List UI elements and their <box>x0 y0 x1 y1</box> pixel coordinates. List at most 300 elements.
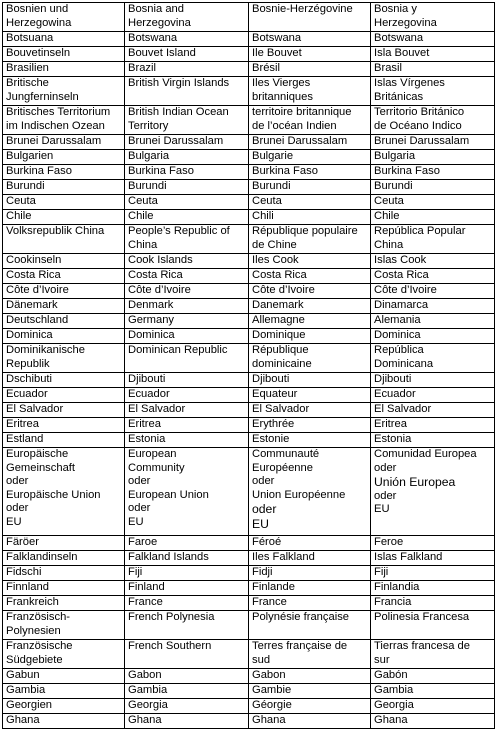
cell-text-line: El Salvador <box>6 403 64 415</box>
cell-english <box>125 47 249 62</box>
table-row <box>3 611 495 640</box>
cell-spanish <box>371 388 495 403</box>
cell-text-line: oder <box>374 461 397 474</box>
cell-text-line: EU <box>128 515 144 528</box>
cell-text-line: oder <box>128 502 151 514</box>
cell-german <box>3 611 125 640</box>
cell-text-line: Territory <box>128 119 169 132</box>
cell-text-line: Bosnia y <box>374 3 417 15</box>
cell-text-line: French Polynesia <box>128 611 215 623</box>
cell-text-line: Ghana <box>128 714 162 726</box>
cell-text-line: Côte d’Ivoire <box>128 284 191 296</box>
table-row <box>3 32 495 47</box>
cell-text-line: Côte d’Ivoire <box>374 284 437 296</box>
cell-text-line: China <box>128 238 158 251</box>
cell-german <box>3 373 125 388</box>
cell-german <box>3 225 125 254</box>
cell-spanish <box>371 284 495 299</box>
cell-text-line: de Océano Indico <box>374 119 462 132</box>
cell-french <box>249 596 371 611</box>
table-row <box>3 596 495 611</box>
cell-spanish <box>371 62 495 77</box>
cell-text-line: de l’océan Indien <box>252 119 337 132</box>
cell-text-line: Alemania <box>374 314 421 326</box>
cell-text-line: Herzegovina <box>128 16 191 29</box>
cell-english <box>125 284 249 299</box>
cell-french <box>249 714 371 729</box>
cell-english <box>125 611 249 640</box>
cell-english <box>125 210 249 225</box>
cell-text-line: Georgien <box>6 699 53 711</box>
cell-spanish <box>371 314 495 329</box>
cell-text-line: Ghana <box>6 714 40 726</box>
cell-text-line: oder <box>6 475 29 487</box>
cell-text-line: Dominican Republic <box>128 344 228 356</box>
cell-german <box>3 418 125 433</box>
cell-french <box>249 418 371 433</box>
cell-german <box>3 254 125 269</box>
cell-text-line: China <box>374 238 404 251</box>
cell-english <box>125 62 249 77</box>
cell-english <box>125 269 249 284</box>
cell-french <box>249 448 371 536</box>
cell-text-line: Polynesien <box>6 624 61 637</box>
cell-spanish <box>371 551 495 566</box>
cell-text-line: People’s Republic of <box>128 225 230 237</box>
cell-text-line: Ile Bouvet <box>252 47 302 59</box>
cell-french <box>249 611 371 640</box>
cell-german <box>3 684 125 699</box>
cell-english <box>125 180 249 195</box>
cell-text-line: Eritrea <box>374 418 407 430</box>
cell-text-line: Brazil <box>128 62 156 74</box>
cell-text-line: Británicas <box>374 90 424 103</box>
table-row <box>3 373 495 388</box>
cell-french <box>249 344 371 373</box>
cell-text-line: Gabón <box>374 669 408 681</box>
table-row <box>3 566 495 581</box>
cell-text-line: Estonia <box>374 433 412 445</box>
table-row <box>3 165 495 180</box>
table-row <box>3 448 495 536</box>
cell-spanish <box>371 566 495 581</box>
table-row <box>3 47 495 62</box>
cell-german <box>3 344 125 373</box>
cell-english <box>125 135 249 150</box>
cell-french <box>249 684 371 699</box>
cell-text-line: Costa Rica <box>128 269 183 281</box>
cell-text-line: Estonie <box>252 433 290 445</box>
cell-french <box>249 388 371 403</box>
cell-text-line: Territorio Británico <box>374 106 465 118</box>
table-row <box>3 3 495 32</box>
cell-text-line: Burkina Faso <box>374 165 440 177</box>
cell-english <box>125 551 249 566</box>
cell-text-line: sur <box>374 653 390 666</box>
cell-text-line: Dinamarca <box>374 299 429 311</box>
cell-english <box>125 699 249 714</box>
cell-text-line: sud <box>252 653 271 666</box>
cell-text-line: French Southern <box>128 640 212 652</box>
cell-text-line: Britisches Territorium <box>6 106 111 118</box>
cell-text-line: EU <box>6 515 22 528</box>
cell-english <box>125 329 249 344</box>
cell-text-line: Féroé <box>252 536 282 548</box>
cell-text-line: Dominique <box>252 329 306 341</box>
cell-spanish <box>371 611 495 640</box>
cell-text-line: Côte d’Ivoire <box>252 284 315 296</box>
cell-spanish <box>371 344 495 373</box>
cell-text-line: Finlandia <box>374 581 420 593</box>
table-row <box>3 299 495 314</box>
cell-text-line: EU <box>252 516 269 531</box>
table-row <box>3 62 495 77</box>
cell-spanish <box>371 254 495 269</box>
cell-text-line: Chili <box>252 210 274 222</box>
cell-text-line: Dominikanische <box>6 344 85 356</box>
cell-french <box>249 150 371 165</box>
cell-text-line: Cook Islands <box>128 254 193 266</box>
cell-text-line: Falkland Islands <box>128 551 209 563</box>
cell-text-line: Bosnie-Herzégovine <box>252 3 353 15</box>
cell-text-line: Ghana <box>252 714 286 726</box>
cell-text-line: Bulgarien <box>6 150 54 162</box>
cell-text-line: Gambia <box>374 684 414 696</box>
table-row <box>3 254 495 269</box>
cell-english <box>125 448 249 536</box>
cell-spanish <box>371 32 495 47</box>
cell-text-line: Union Européenne <box>252 488 346 501</box>
table-row <box>3 388 495 403</box>
cell-text-line: Brunei Darussalam <box>128 135 224 147</box>
table-row <box>3 344 495 373</box>
cell-text-line: Ceuta <box>6 195 36 207</box>
cell-text-line: Fiji <box>374 566 389 578</box>
cell-text-line: El Salvador <box>252 403 310 415</box>
cell-french <box>249 106 371 135</box>
cell-text-line: Dänemark <box>6 299 58 311</box>
cell-text-line: Burkina Faso <box>252 165 318 177</box>
table-row <box>3 714 495 729</box>
cell-english <box>125 433 249 448</box>
cell-text-line: Costa Rica <box>374 269 429 281</box>
cell-text-line: El Salvador <box>374 403 432 415</box>
cell-text-line: Finnland <box>6 581 49 593</box>
cell-text-line: Géorgie <box>252 699 292 711</box>
cell-text-line: European Union <box>128 488 209 501</box>
table-row <box>3 329 495 344</box>
cell-english <box>125 640 249 669</box>
cell-french <box>249 403 371 418</box>
cell-french <box>249 581 371 596</box>
cell-english <box>125 150 249 165</box>
cell-text-line: British Virgin Islands <box>128 77 230 89</box>
table-row <box>3 669 495 684</box>
cell-german <box>3 195 125 210</box>
cell-spanish <box>371 3 495 32</box>
table-row <box>3 210 495 225</box>
cell-english <box>125 388 249 403</box>
cell-text-line: Eritrea <box>128 418 161 430</box>
cell-spanish <box>371 418 495 433</box>
cell-text-line: Südgebiete <box>6 653 63 666</box>
cell-french <box>249 135 371 150</box>
cell-german <box>3 388 125 403</box>
cell-french <box>249 225 371 254</box>
cell-spanish <box>371 135 495 150</box>
cell-text-line: Fidji <box>252 566 273 578</box>
cell-german <box>3 596 125 611</box>
cell-text-line: Feroe <box>374 536 404 548</box>
cell-english <box>125 165 249 180</box>
table-row <box>3 551 495 566</box>
table-row <box>3 269 495 284</box>
table-row <box>3 536 495 551</box>
cell-text-line: Burkina Faso <box>6 165 72 177</box>
cell-text-line: Faroe <box>128 536 158 548</box>
cell-spanish <box>371 165 495 180</box>
cell-text-line: Burundi <box>128 180 167 192</box>
cell-french <box>249 699 371 714</box>
table-body <box>3 3 495 729</box>
country-name-table <box>2 2 495 729</box>
cell-text-line: Georgia <box>128 699 168 711</box>
cell-german <box>3 77 125 106</box>
cell-german <box>3 299 125 314</box>
table-row <box>3 135 495 150</box>
cell-text-line: oder <box>6 502 29 514</box>
cell-text-line: Communauté <box>252 448 320 460</box>
cell-text-line: Brunei Darussalam <box>374 135 470 147</box>
cell-german <box>3 32 125 47</box>
cell-text-line: Gabun <box>6 669 40 681</box>
cell-text-line: Dominica <box>128 329 175 341</box>
cell-text-line: Färöer <box>6 536 39 548</box>
cell-text-line: Herzegovina <box>374 16 437 29</box>
cell-spanish <box>371 433 495 448</box>
cell-french <box>249 195 371 210</box>
cell-text-line: Chile <box>6 210 32 222</box>
cell-text-line: Ecuador <box>128 388 170 400</box>
cell-english <box>125 418 249 433</box>
cell-spanish <box>371 299 495 314</box>
cell-text-line: Europäische Union <box>6 488 101 501</box>
cell-german <box>3 714 125 729</box>
cell-text-line: British Indian Ocean <box>128 106 229 118</box>
cell-spanish <box>371 596 495 611</box>
cell-text-line: Ghana <box>374 714 408 726</box>
table-row <box>3 180 495 195</box>
cell-text-line: Comunidad Europea <box>374 448 477 460</box>
table-row <box>3 581 495 596</box>
cell-text-line: Dschibuti <box>6 373 53 385</box>
cell-text-line: Polynésie française <box>252 611 350 623</box>
cell-french <box>249 640 371 669</box>
cell-text-line: Herzegowina <box>6 16 72 29</box>
cell-text-line: Finland <box>128 581 165 593</box>
cell-text-line: Bouvetinseln <box>6 47 71 59</box>
cell-german <box>3 210 125 225</box>
cell-german <box>3 433 125 448</box>
cell-english <box>125 581 249 596</box>
cell-french <box>249 373 371 388</box>
cell-text-line: Allemagne <box>252 314 305 326</box>
cell-french <box>249 269 371 284</box>
cell-french <box>249 32 371 47</box>
cell-text-line: France <box>252 596 287 608</box>
cell-text-line: Falklandinseln <box>6 551 78 563</box>
cell-text-line: Ceuta <box>374 195 404 207</box>
cell-english <box>125 684 249 699</box>
cell-text-line: Germany <box>128 314 175 326</box>
cell-text-line: Iles Vierges <box>252 77 311 89</box>
table-row <box>3 106 495 135</box>
cell-french <box>249 180 371 195</box>
cell-text-line: Djibouti <box>374 373 412 385</box>
cell-spanish <box>371 47 495 62</box>
cell-text-line: Bosnien und <box>6 3 69 15</box>
cell-german <box>3 62 125 77</box>
cell-spanish <box>371 714 495 729</box>
cell-english <box>125 106 249 135</box>
cell-text-line: territoire britannique <box>252 106 352 118</box>
cell-english <box>125 536 249 551</box>
cell-german <box>3 699 125 714</box>
cell-french <box>249 62 371 77</box>
cell-text-line: de Chine <box>252 238 297 251</box>
cell-text-line: Georgia <box>374 699 414 711</box>
cell-spanish <box>371 77 495 106</box>
cell-text-line: Côte d’Ivoire <box>6 284 69 296</box>
cell-text-line: Gambia <box>128 684 168 696</box>
cell-english <box>125 566 249 581</box>
table-row <box>3 418 495 433</box>
cell-english <box>125 254 249 269</box>
cell-text-line: República Popular <box>374 225 466 237</box>
cell-french <box>249 299 371 314</box>
cell-text-line: Gabon <box>252 669 286 681</box>
cell-french <box>249 551 371 566</box>
table-row <box>3 314 495 329</box>
cell-text-line: Estonia <box>128 433 166 445</box>
cell-spanish <box>371 403 495 418</box>
cell-text-line: République populaire <box>252 225 358 237</box>
cell-spanish <box>371 448 495 536</box>
cell-text-line: Europäische <box>6 448 69 460</box>
cell-french <box>249 254 371 269</box>
cell-spanish <box>371 210 495 225</box>
cell-german <box>3 284 125 299</box>
cell-text-line: britanniques <box>252 90 313 103</box>
cell-text-line: Brunei Darussalam <box>6 135 102 147</box>
cell-spanish <box>371 581 495 596</box>
cell-text-line: Burundi <box>374 180 413 192</box>
cell-english <box>125 3 249 32</box>
cell-text-line: Französische <box>6 640 73 652</box>
cell-english <box>125 714 249 729</box>
cell-text-line: Eritrea <box>6 418 39 430</box>
cell-french <box>249 165 371 180</box>
cell-english <box>125 195 249 210</box>
cell-text-line: oder <box>252 502 277 516</box>
cell-english <box>125 32 249 47</box>
cell-text-line: oder <box>128 475 151 487</box>
cell-text-line: Botswana <box>374 32 424 44</box>
cell-text-line: Britische <box>6 77 49 89</box>
cell-german <box>3 150 125 165</box>
cell-text-line: Terres française de <box>252 640 348 652</box>
cell-text-line: Botsuana <box>6 32 54 44</box>
cell-text-line: Republik <box>6 357 50 370</box>
cell-text-line: Francia <box>374 596 412 608</box>
cell-text-line: Polinesia Francesa <box>374 611 470 623</box>
table-row <box>3 225 495 254</box>
cell-english <box>125 314 249 329</box>
cell-spanish <box>371 684 495 699</box>
cell-text-line: República <box>374 344 424 356</box>
cell-text-line: Ceuta <box>128 195 158 207</box>
cell-text-line: Bulgaria <box>128 150 170 162</box>
cell-french <box>249 284 371 299</box>
cell-text-line: Jungferninseln <box>6 90 79 103</box>
cell-text-line: Burundi <box>6 180 45 192</box>
cell-german <box>3 106 125 135</box>
cell-text-line: Frankreich <box>6 596 59 608</box>
cell-text-line: Cookinseln <box>6 254 62 266</box>
cell-text-line: EU <box>374 503 390 515</box>
cell-german <box>3 581 125 596</box>
cell-text-line: Costa Rica <box>6 269 61 281</box>
cell-french <box>249 314 371 329</box>
cell-german <box>3 566 125 581</box>
cell-text-line: Brésil <box>252 62 280 74</box>
cell-french <box>249 536 371 551</box>
cell-spanish <box>371 373 495 388</box>
table-row <box>3 150 495 165</box>
cell-text-line: Brunei Darussalam <box>252 135 348 147</box>
table-row <box>3 684 495 699</box>
table-row <box>3 77 495 106</box>
cell-text-line: Bosnia and <box>128 3 184 15</box>
table-row <box>3 433 495 448</box>
cell-text-line: Französisch- <box>6 611 71 623</box>
cell-text-line: Botswana <box>252 32 302 44</box>
cell-text-line: Brasilien <box>6 62 49 74</box>
cell-text-line: République <box>252 344 309 356</box>
cell-german <box>3 47 125 62</box>
cell-french <box>249 566 371 581</box>
cell-english <box>125 299 249 314</box>
cell-german <box>3 180 125 195</box>
cell-text-line: Estland <box>6 433 44 445</box>
cell-english <box>125 77 249 106</box>
cell-text-line: Gemeinschaft <box>6 461 76 474</box>
cell-text-line: Deutschland <box>6 314 69 326</box>
cell-german <box>3 3 125 32</box>
cell-text-line: Européenne <box>252 461 313 474</box>
cell-text-line: dominicaine <box>252 357 312 370</box>
cell-text-line: European <box>128 448 177 460</box>
cell-text-line: Costa Rica <box>252 269 307 281</box>
cell-text-line: Dominicana <box>374 357 434 370</box>
cell-text-line: Brasil <box>374 62 402 74</box>
cell-german <box>3 640 125 669</box>
cell-text-line: Volksrepublik China <box>6 225 105 237</box>
cell-text-line: Gambie <box>252 684 292 696</box>
cell-text-line: Danemark <box>252 299 304 311</box>
cell-text-line: Ceuta <box>252 195 282 207</box>
cell-text-line: Islas Cook <box>374 254 427 266</box>
